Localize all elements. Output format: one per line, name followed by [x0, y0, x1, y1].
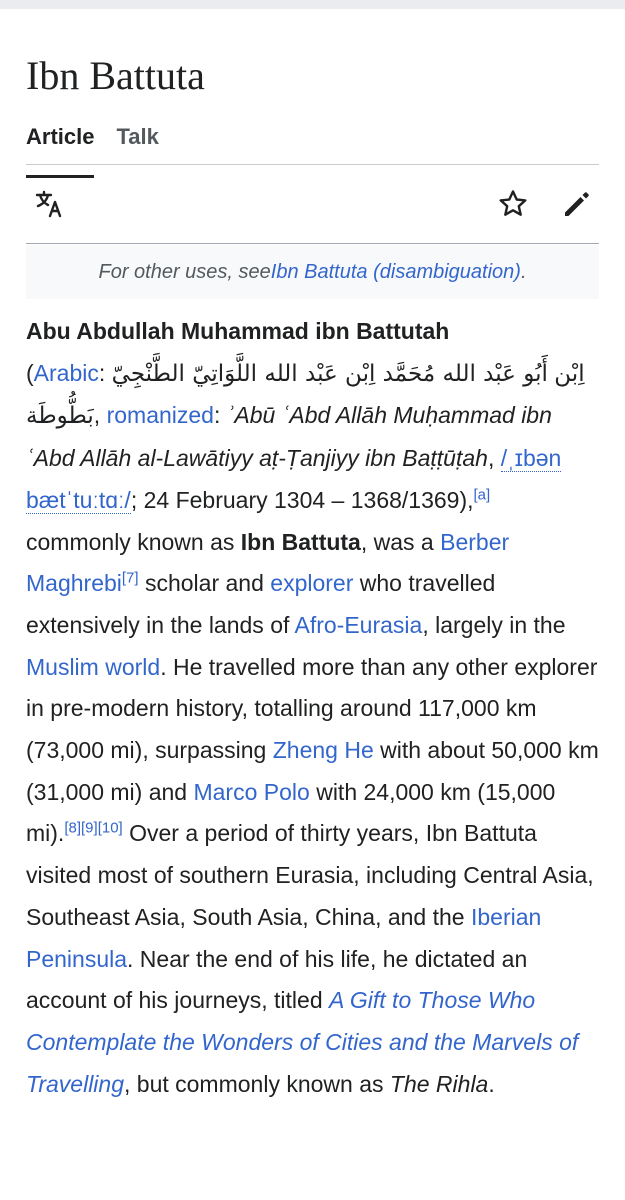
article-lead-paragraph — [26, 311, 599, 1105]
page-title: Ibn Battuta — [26, 53, 205, 98]
paren: ( — [26, 359, 34, 386]
edit-pencil-icon[interactable] — [555, 182, 599, 226]
reference-10[interactable]: [10] — [97, 819, 123, 837]
star-icon[interactable] — [491, 182, 535, 226]
language-icon[interactable] — [28, 182, 72, 226]
text: . — [488, 1070, 495, 1097]
berber-maghrebi-link[interactable]: Berber Maghrebi — [26, 528, 510, 597]
text: , but commonly known as — [124, 1070, 390, 1097]
tab-talk[interactable]: Talk — [116, 124, 159, 149]
marco-polo-link[interactable]: Marco Polo — [193, 778, 310, 805]
disambiguation-link[interactable]: Ibn Battuta (disambiguation) — [270, 260, 521, 283]
hatnote-suffix: . — [520, 260, 527, 283]
text: Over a period of thirty years, Ibn Battuta visited most of southern Eurasia, including Central Asia, Southeast Asia, South Asia, China, and the — [26, 820, 594, 930]
text: with about 50,000 km (31,000 mi) and — [26, 737, 599, 805]
colon: : — [98, 359, 112, 386]
reference-a[interactable]: [a] — [473, 486, 491, 504]
reference-7[interactable]: [7] — [121, 569, 139, 587]
colon: : — [213, 402, 227, 429]
zheng-he-link[interactable]: Zheng He — [272, 737, 374, 764]
reference-8[interactable]: [8] — [64, 819, 82, 837]
arabic-short-name: اِبْن بَطُّوطَة — [26, 360, 585, 430]
subject-full-name: Abu Abdullah Muhammad ibn Battutah — [26, 318, 450, 344]
rihla-short-title: The Rihla — [389, 1070, 489, 1097]
top-bar — [0, 0, 625, 9]
comma: , — [487, 445, 501, 472]
hatnote-prefix: For other uses, see — [98, 260, 271, 283]
text: commonly known as — [26, 528, 241, 555]
rihla-title-link[interactable]: A Gift to Those Who Contemplate the Wonders of Cities and the Marvels of Travelling — [26, 987, 579, 1097]
text: scholar and — [138, 570, 271, 597]
page-toolbar — [26, 165, 599, 244]
page-content — [0, 9, 625, 1105]
text: with 24,000 km (15,000 mi). — [26, 778, 556, 847]
text: . He travelled more than any other explorer in pre-modern history, totalling around 117,000 km (73,000 mi), surpassing — [26, 653, 598, 764]
page-tabs — [26, 124, 599, 165]
afro-eurasia-link[interactable]: Afro-Eurasia — [294, 611, 423, 638]
known-as-name: Ibn Battuta — [240, 528, 361, 555]
hatnote — [26, 245, 599, 299]
arabic-link[interactable]: Arabic — [33, 359, 99, 386]
romanized-name: ʾAbū ʿAbd Allāh Muḥammad ibn ʿAbd Allāh al-Lawātiyy aṭ-Ṭanjiyy ibn Baṭṭūṭah — [26, 402, 552, 472]
explorer-link[interactable]: explorer — [270, 570, 354, 597]
comma: , — [93, 402, 107, 429]
text: who travelled extensively in the lands of — [26, 570, 496, 638]
arabic-full-name: أَبُو عَبْد الله مُحَمَّد اِبْن عَبْد الله اللَّوَاتِيّ الطَّنْجِيّ — [111, 360, 548, 387]
ipa-pronunciation-link[interactable]: /ˌɪbən bætˈtuːtɑː/ — [26, 445, 562, 513]
iberian-peninsula-link[interactable]: Iberian Peninsula — [26, 903, 542, 972]
romanized-link[interactable]: romanized — [106, 402, 214, 429]
text: . Near the end of his life, he dictated an account of his journeys, titled — [26, 945, 528, 1014]
tab-article[interactable]: Article — [26, 124, 94, 164]
reference-9[interactable]: [9] — [81, 819, 98, 837]
text: , largely in the — [422, 611, 566, 638]
life-dates: ; 24 February 1304 – 1368/1369), — [130, 486, 474, 513]
text: , was a — [360, 528, 441, 555]
muslim-world-link[interactable]: Muslim world — [26, 653, 161, 680]
